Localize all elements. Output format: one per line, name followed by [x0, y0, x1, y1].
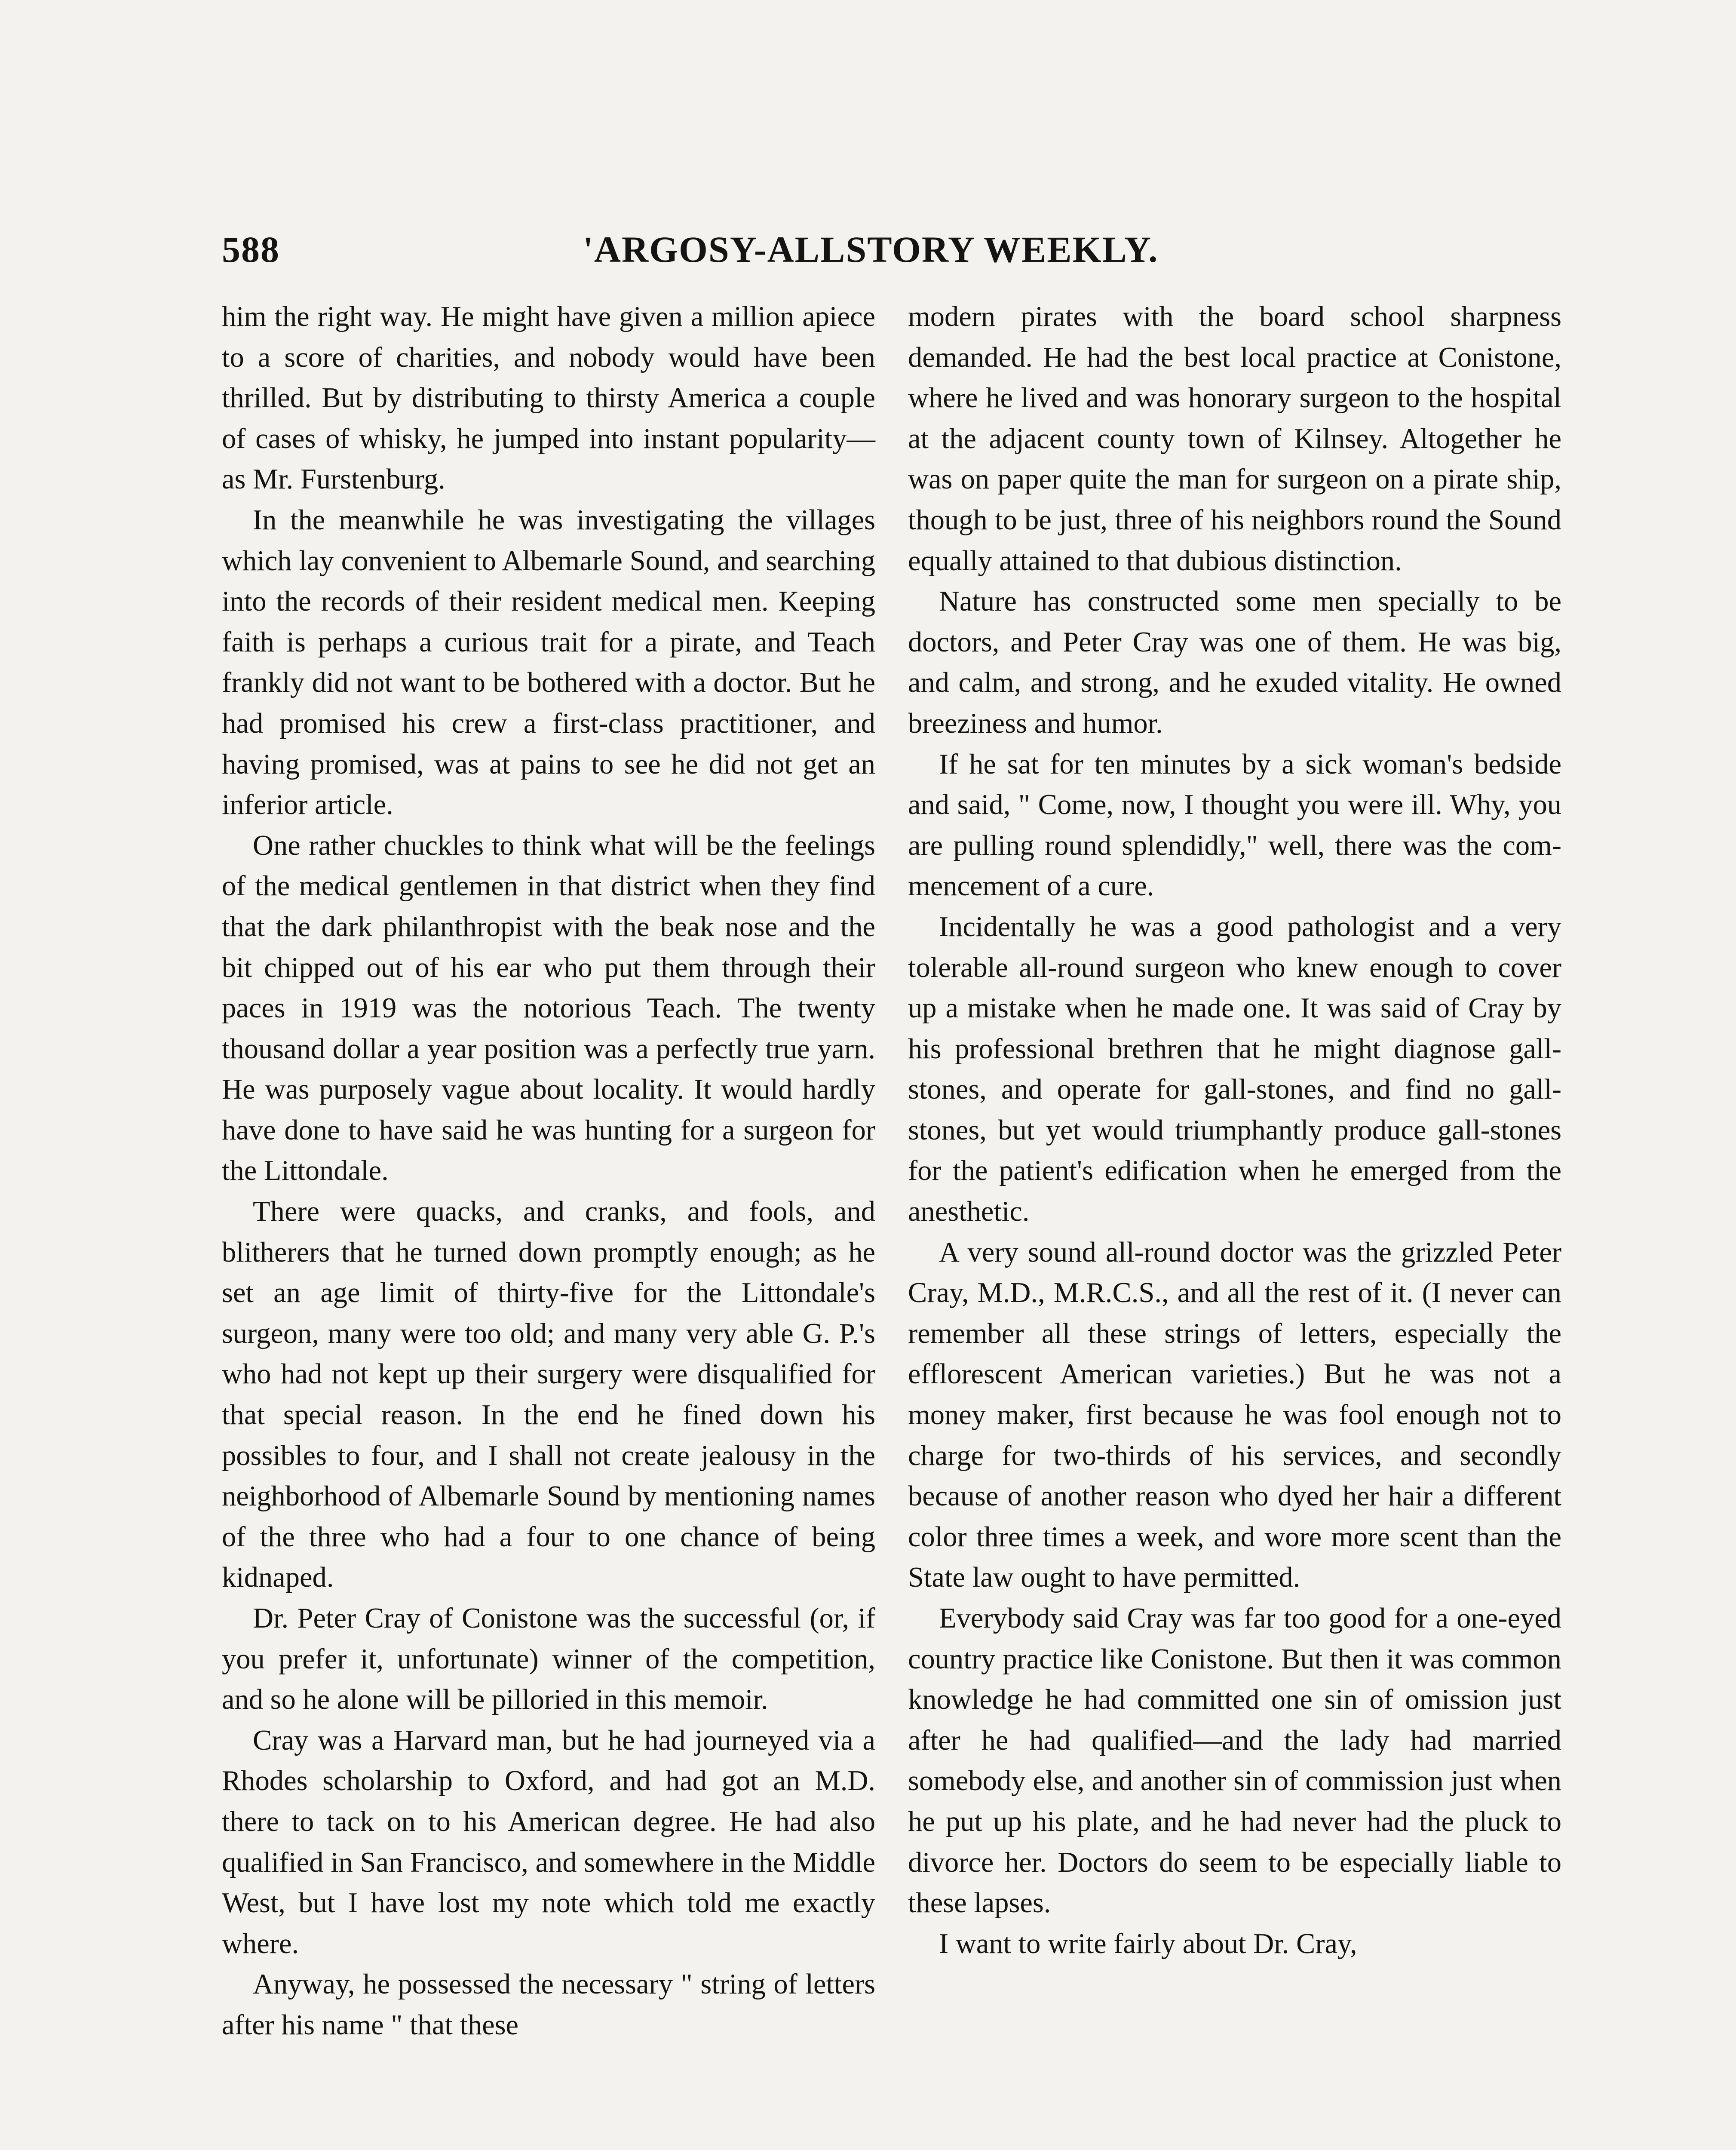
paragraph: Anyway, he possessed the necessary " string of letters after his name " that these	[222, 1969, 875, 2041]
paragraph: Incidentally he was a good pathologist and a very tolerable all-round surgeon who knew enough to cover up a mistake when he made one. It was said of Cray by his professional brethren that he might diagnose gall-stones, and operate for gall-stones, and find no gall-stones, but yet would triumphantly produce gall-stones for the patient's edification when he emerged from the anesthetic.	[908, 911, 1561, 1228]
paragraph: A very sound all-round doctor was the grizzled Peter Cray, M.D., M.R.C.S., and all the rest of it. (I never can remember all these strings of letters, especially the efflorescent American varieties.) But he was not a money maker, first because he was fool enough not to charge for two-thirds of his services, and secondly because of another reason who dyed her hair a different color three times a week, and wore more scent than the State law ought to have permitted.	[908, 1236, 1561, 1594]
paragraph: Nature has constructed some men specially to be doctors, and Peter Cray was one of them. He was big, and calm, and strong, and he exuded vitality. He owned breeziness and humor.	[908, 586, 1561, 739]
paragraph: One rather chuckles to think what will be the feelings of the medical gentlemen in that district when they find that the dark philanthropist with the beak nose and the bit chipped out of his ear who put them through their paces in 1919 was the notorious Teach. The twenty thousand dollar a year position was a perfectly true yarn. He was purposely vague about locality. It would hardly have done to have said he was hunting for a surgeon for the Littondale.	[222, 829, 875, 1187]
paragraph: Everybody said Cray was far too good for a one-eyed country practice like Conistone. But then it was common knowledge he had committed one sin of omission just after he had qualified—and the lady had married somebody else, and another sin of commission just when he put up his plate, and he had never had the pluck to divorce her. Doctors do seem to be especially liable to these lapses.	[908, 1603, 1561, 1919]
page-header	[222, 219, 1340, 271]
paragraph: If he sat for ten minutes by a sick woman's bedside and said, " Come, now, I thought you were ill. Why, you are pulling round splendidly," well, there was the commencement of a cure.	[908, 748, 1561, 902]
paragraph: I want to write fairly about Dr. Cray,	[939, 1928, 1357, 1960]
paragraph: There were quacks, and cranks, and fools, and blitherers that he turned down promptly enough; as he set an age limit of thirty-five for the Littondale's surgeon, many were too old; and many very able G. P.'s who had not kept up their surgery were disqualified for that special reason. In the end he fined down his possibles to four, and I shall not create jealousy in the neighborhood of Albemarle Sound by mentioning names of the three who had a four to one chance of being kidnaped.	[222, 1196, 875, 1594]
right-column	[908, 297, 1561, 1964]
left-column	[222, 297, 875, 2046]
paragraph: Dr. Peter Cray of Conistone was the successful (or, if you prefer it, unfortunate) winner of the competition, and so he alone will be pilloried in this memoir.	[222, 1603, 875, 1716]
page-number: 588	[222, 229, 280, 270]
running-title: 'ARGOSY-ALLSTORY WEEKLY.	[583, 229, 1159, 270]
paragraph: modern pirates with the board school sharpness demanded. He had the best local practice at Conistone, where he lived and was honorary surgeon to the hospital at the adjacent county town of Kilnsey. Altogether he was on paper quite the man for surgeon on a pirate ship, though to be just, three of his neighbors round the Sound equally attained to that dubious distinction.	[908, 301, 1561, 577]
paragraph: Cray was a Harvard man, but he had journeyed via a Rhodes scholarship to Oxford, and had got an M.D. there to tack on to his American degree. He had also qualified in San Francisco, and somewhere in the Middle West, but I have lost my note which told me exactly where.	[222, 1724, 875, 1960]
paragraph: him the right way. He might have given a million apiece to a score of charities, and nobody would have been thrilled. But by distributing to thirsty America a couple of cases of whisky, he jumped into instant popularity—as Mr. Furstenburg.	[222, 301, 875, 495]
paragraph: In the meanwhile he was investigating the villages which lay convenient to Albemarle Sound, and searching into the records of their resident medical men. Keeping faith is perhaps a curious trait for a pirate, and Teach frankly did not want to be bothered with a doctor. But he had promised his crew a first-class practitioner, and having promised, was at pains to see he did not get an inferior article.	[222, 504, 875, 821]
